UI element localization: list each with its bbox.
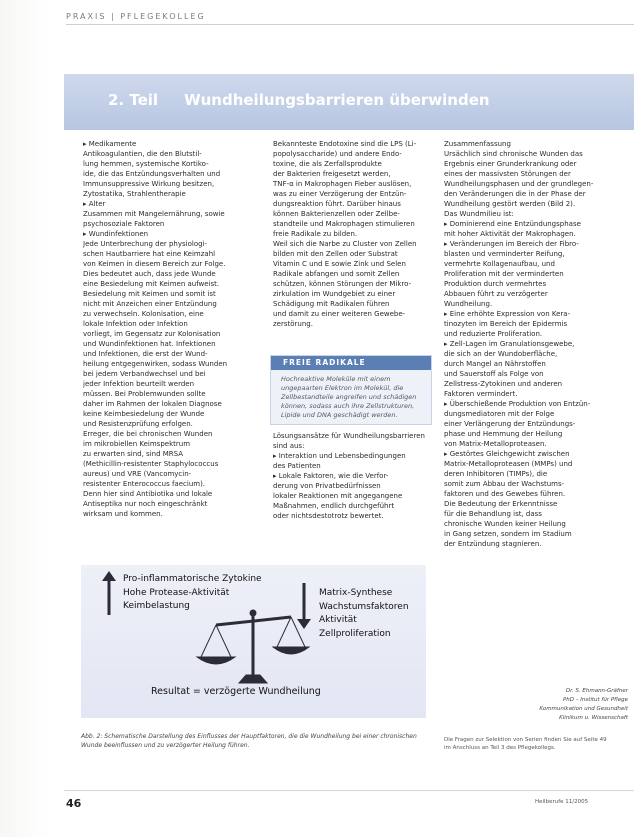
figure-right-list: [319, 587, 409, 641]
text-line: psychosoziale Faktoren: [83, 220, 165, 228]
info-box-header: [271, 356, 431, 370]
text-line: in Gang setzen, sondern im Stadium: [444, 530, 572, 538]
text-line: der Entzündung stagnieren.: [444, 540, 542, 548]
text-line: Schädigung mit Radikalen führen: [273, 300, 390, 308]
text-line: phase und Hemmung der Heilung: [444, 430, 563, 438]
balance-scale-icon: [197, 610, 309, 683]
text-line: Antikoagulantien, die den Blutstil-: [83, 150, 202, 158]
text-line: Wundheilungsphasen und der grundlegen-: [444, 180, 594, 188]
text-line: blasten und verminderter Reifung,: [444, 250, 565, 258]
text-line: ▸ Veränderungen im Bereich der Fibro-: [444, 240, 579, 248]
text-line: ▸ Eine erhöhte Expression von Kera-: [444, 310, 571, 318]
text-line: Vitamin C und E sowie Zink und Selen: [273, 260, 406, 268]
info-box-text: Hochreaktive Moleküle mit einem ungepaarten Elektron im Molekül, die Zellbestandteile angreifen und schädigen können, sodass auch ihre Zellstrukturen, Lipide und DNA geschädigt werden.: [281, 375, 417, 419]
text-line: Proliferation mit der verminderten: [444, 270, 564, 278]
text-line: einer Verlängerung der Entzündungs-: [444, 420, 576, 428]
text-line: Die Bedeutung der Erkenntnisse: [444, 500, 558, 508]
text-line: Antiseptika nur noch eingeschränkt: [83, 500, 208, 508]
text-line: was zu einer Verzögerung der Entzün-: [273, 190, 407, 198]
text-line: resistenter Enterococcus faecium).: [83, 480, 206, 488]
text-line: popolysaccharide) und andere Endo-: [273, 150, 402, 158]
text-line: bilden mit den Zellen oder Substrat: [273, 250, 398, 258]
text-line: für die Behandlung ist, dass: [444, 510, 542, 518]
text-line: keine Keimbesiedelung der Wunde: [83, 410, 205, 418]
column-2-lower: [273, 431, 431, 521]
text-line: Weil sich die Narbe zu Cluster von Zellen: [273, 240, 417, 248]
bottom-divider: [64, 790, 634, 791]
text-line: oder nichtsdestotrotz bewertet.: [273, 512, 384, 520]
text-line: Wundheilung gestört werden (Bild 2).: [444, 200, 576, 208]
text-line: und Infektionen, die erst der Wund-: [83, 350, 208, 358]
figure-left-item: Pro-inflammatorische Zytokine: [123, 574, 262, 584]
text-line: Abbauen führt zu verzögerter: [444, 290, 548, 298]
text-line: des Patienten: [273, 462, 321, 470]
text-line: ▸ Überschießende Produktion von Entzün-: [444, 400, 591, 408]
text-line: Ursächlich sind chronische Wunden das: [444, 150, 583, 158]
figure-left-item: Hohe Protease-Aktivität: [123, 587, 230, 598]
text-line: eines der massivsten Störungen der: [444, 170, 571, 178]
author-org: Kommunikation und Gesundheit: [539, 706, 628, 712]
text-line: ▸ Lokale Faktoren, wie die Verfor-: [273, 472, 389, 480]
text-line: Bekannteste Endotoxine sind die LPS (Li-: [273, 140, 417, 148]
figure-left-list: [123, 573, 262, 614]
text-line: jeder Infektion beurteilt werden: [83, 380, 195, 388]
text-line: Das Wundmilieu ist:: [444, 210, 514, 218]
article-title: [108, 91, 490, 109]
text-line: Ergebnis einer Grunderkrankung oder: [444, 160, 577, 168]
text-line: chronische Wunden keiner Heilung: [444, 520, 566, 528]
magazine-issue: Heilberufe 11/2005: [535, 799, 589, 805]
author-place: Klinikum u. Wissenschaft: [559, 715, 628, 721]
text-line: derung von Privatbedürfnissen: [273, 482, 381, 490]
text-line: schen Hautbarriere hat eine Keimzahl: [83, 250, 216, 258]
text-line: vermehrte Kollagenaufbau, und: [444, 260, 555, 268]
text-line: Zusammenfassung: [444, 140, 511, 148]
text-line: Matrix-Metalloproteasen (MMPs) und: [444, 460, 573, 468]
text-line: zu verwechseln. Kolonisation, eine: [83, 310, 204, 318]
text-line: (Methicillin-resistenter Staphylococcus: [83, 460, 219, 468]
figure-result: Resultat = verzögerte Wundheilung: [151, 686, 321, 697]
text-line: Zusammen mit Mangelernährung, sowie: [83, 210, 225, 218]
text-line: und Sauerstoff als Folge von: [444, 370, 544, 378]
text-line: somit zum Abbau der Wachstums-: [444, 480, 565, 488]
text-line: müssen. Bei Problemwunden sollte: [83, 390, 206, 398]
text-line: dungsmediatoren mit der Folge: [444, 410, 555, 418]
up-arrow-icon: [102, 571, 116, 615]
text-line: Radikale abfangen und somit Zellen: [273, 270, 400, 278]
text-line: ▸ Gestörtes Gleichgewicht zwischen: [444, 450, 570, 458]
text-line: TNF-α in Makrophagen Fieber auslösen,: [273, 180, 412, 188]
text-line: wirksam und kommen.: [83, 510, 163, 518]
text-line: Dies bedeutet auch, dass jede Wunde: [83, 270, 216, 278]
text-line: deren Inhibitoren (TIMPs), die: [444, 470, 548, 478]
text-line: Erreger, die bei chronischen Wunden: [83, 430, 213, 438]
text-line: toxine, die als Zerfallsprodukte: [273, 160, 382, 168]
figure-left-item: Keimbelastung: [123, 601, 190, 611]
figure-right-item: Wachstumsfaktoren: [319, 601, 409, 612]
text-line: Produktion durch vermehrtes: [444, 280, 547, 288]
text-line: den Veränderungen die in der Phase der: [444, 190, 586, 198]
text-line: ▸ Wundinfektionen: [83, 230, 149, 238]
wound-healing-figure: [81, 565, 426, 718]
text-line: von Keimen in diesem Bereich zur Folge.: [83, 260, 226, 268]
text-line: Jede Unterbrechung der physiologi-: [83, 240, 208, 248]
text-line: lung hemmen, systemische Kortiko-: [83, 160, 209, 168]
text-line: von Matrix-Metalloproteasen.: [444, 440, 547, 448]
text-line: Zellstress-Zytokinen und anderen: [444, 380, 563, 388]
title-text: Wundheilungsbarrieren überwinden: [184, 91, 490, 109]
text-line: zerstörung.: [273, 320, 313, 328]
author-role: PhD – Institut für Pflege: [562, 697, 628, 703]
text-line: der Bakterien freigesetzt werden,: [273, 170, 391, 178]
text-line: Wundheilung.: [444, 300, 493, 308]
text-line: mit hoher Aktivität der Makrophagen.: [444, 230, 576, 238]
text-line: können Bakterienzellen oder Zellbe-: [273, 210, 400, 218]
text-line: aureus) und VRE (Vancomycin-: [83, 470, 192, 478]
text-line: vorliegt, im Gegensatz zur Kolonisation: [83, 330, 221, 338]
column-1: [83, 139, 251, 519]
text-line: dungsreaktion führt. Darüber hinaus: [273, 200, 401, 208]
author-signature: [528, 687, 628, 723]
text-line: und Wundinfektionen hat. Infektionen: [83, 340, 216, 348]
text-line: Maßnahmen, endlich durchgeführt: [273, 502, 395, 510]
text-line: Denn hier sind Antibiotika und lokale: [83, 490, 213, 498]
text-line: lokale Infektion oder Infektion: [83, 320, 188, 328]
text-line: und Resistenzprüfung erfolgen.: [83, 420, 193, 428]
info-box-title: FREIE RADIKALE: [283, 358, 366, 367]
text-line: tinozyten im Bereich der Epidermis: [444, 320, 568, 328]
text-line: sind aus:: [273, 442, 305, 450]
info-box-free-radicals: [270, 355, 432, 425]
author-name: Dr. S. Ehmann-Gräfner: [565, 688, 628, 694]
text-line: ▸ Zell-Lagen im Granulationsgewebe,: [444, 340, 575, 348]
text-line: und damit zu einer weiteren Gewebe-: [273, 310, 406, 318]
text-line: durch Mangel an Nährstoffen: [444, 360, 546, 368]
column-3: [444, 139, 610, 549]
text-line: ▸ Dominierend eine Entzündungsphase: [444, 220, 581, 228]
top-divider: [66, 24, 634, 25]
text-line: ▸ Medikamente: [83, 140, 137, 148]
text-line: Besiedelung mit Keimen und somit ist: [83, 290, 216, 298]
text-line: die sich an der Wundoberfläche,: [444, 350, 558, 358]
text-line: Zytostatika, Strahlentherapie: [83, 190, 186, 198]
footnote: Die Fragen zur Selektion von Serien finden Sie auf Seite 49 im Anschluss an Teil 3 des Pflegekollegs.: [444, 737, 607, 751]
text-line: ide, die das Entzündungsverhalten und: [83, 170, 221, 178]
section-label: PRAXIS | PFLEGEKOLLEG: [66, 12, 206, 21]
text-line: und reduzierte Proliferation.: [444, 330, 543, 338]
text-line: ▸ Interaktion und Lebensbedingungen: [273, 452, 406, 460]
column-2: [273, 139, 431, 329]
figure-right-item: Matrix-Synthese: [319, 588, 393, 598]
text-line: Immunsuppressive Wirkung besitzen,: [83, 180, 215, 188]
down-arrow-icon: [297, 583, 311, 629]
figure-caption: Abb. 2: Schematische Darstellung des Einflusses der Hauptfaktoren, die die Wundheilung bei einer chronischen Wunde beeinflussen und zu verzögerter Heilung führen.: [81, 733, 417, 749]
text-line: heilung entgegenwirken, sodass Wunden: [83, 360, 228, 368]
text-line: freie Radikale zu bilden.: [273, 230, 358, 238]
title-banner: [64, 74, 634, 130]
text-line: daher im Rahmen der lokalen Diagnose: [83, 400, 222, 408]
text-line: bei jedem Verbandwechsel und bei: [83, 370, 206, 378]
text-line: Faktoren vermindert.: [444, 390, 518, 398]
text-line: faktoren und des Gewebes führen.: [444, 490, 566, 498]
text-line: Lösungsansätze für Wundheilungsbarrieren: [273, 432, 425, 440]
text-line: zirkulation im Wundgebiet zu einer: [273, 290, 396, 298]
text-line: im mikrobiellen Keimspektrum: [83, 440, 191, 448]
text-line: standteile und Makrophagen stimulieren: [273, 220, 415, 228]
text-line: eine Besiedelung mit Keimen aufweist.: [83, 280, 220, 288]
figure-right-item: Zellproliferation: [319, 628, 391, 639]
text-line: ▸ Alter: [83, 200, 106, 208]
text-line: lokaler Reaktionen mit angegangene: [273, 492, 403, 500]
text-line: nicht mit Anzeichen einer Entzündung: [83, 300, 217, 308]
figure-right-item: Aktivität: [319, 615, 357, 625]
text-line: schützen, können Störungen der Mikro-: [273, 280, 412, 288]
part-label: 2. Teil: [108, 91, 159, 109]
text-line: zu erwarten sind, sind MRSA: [83, 450, 184, 458]
page-number: 46: [66, 797, 82, 810]
